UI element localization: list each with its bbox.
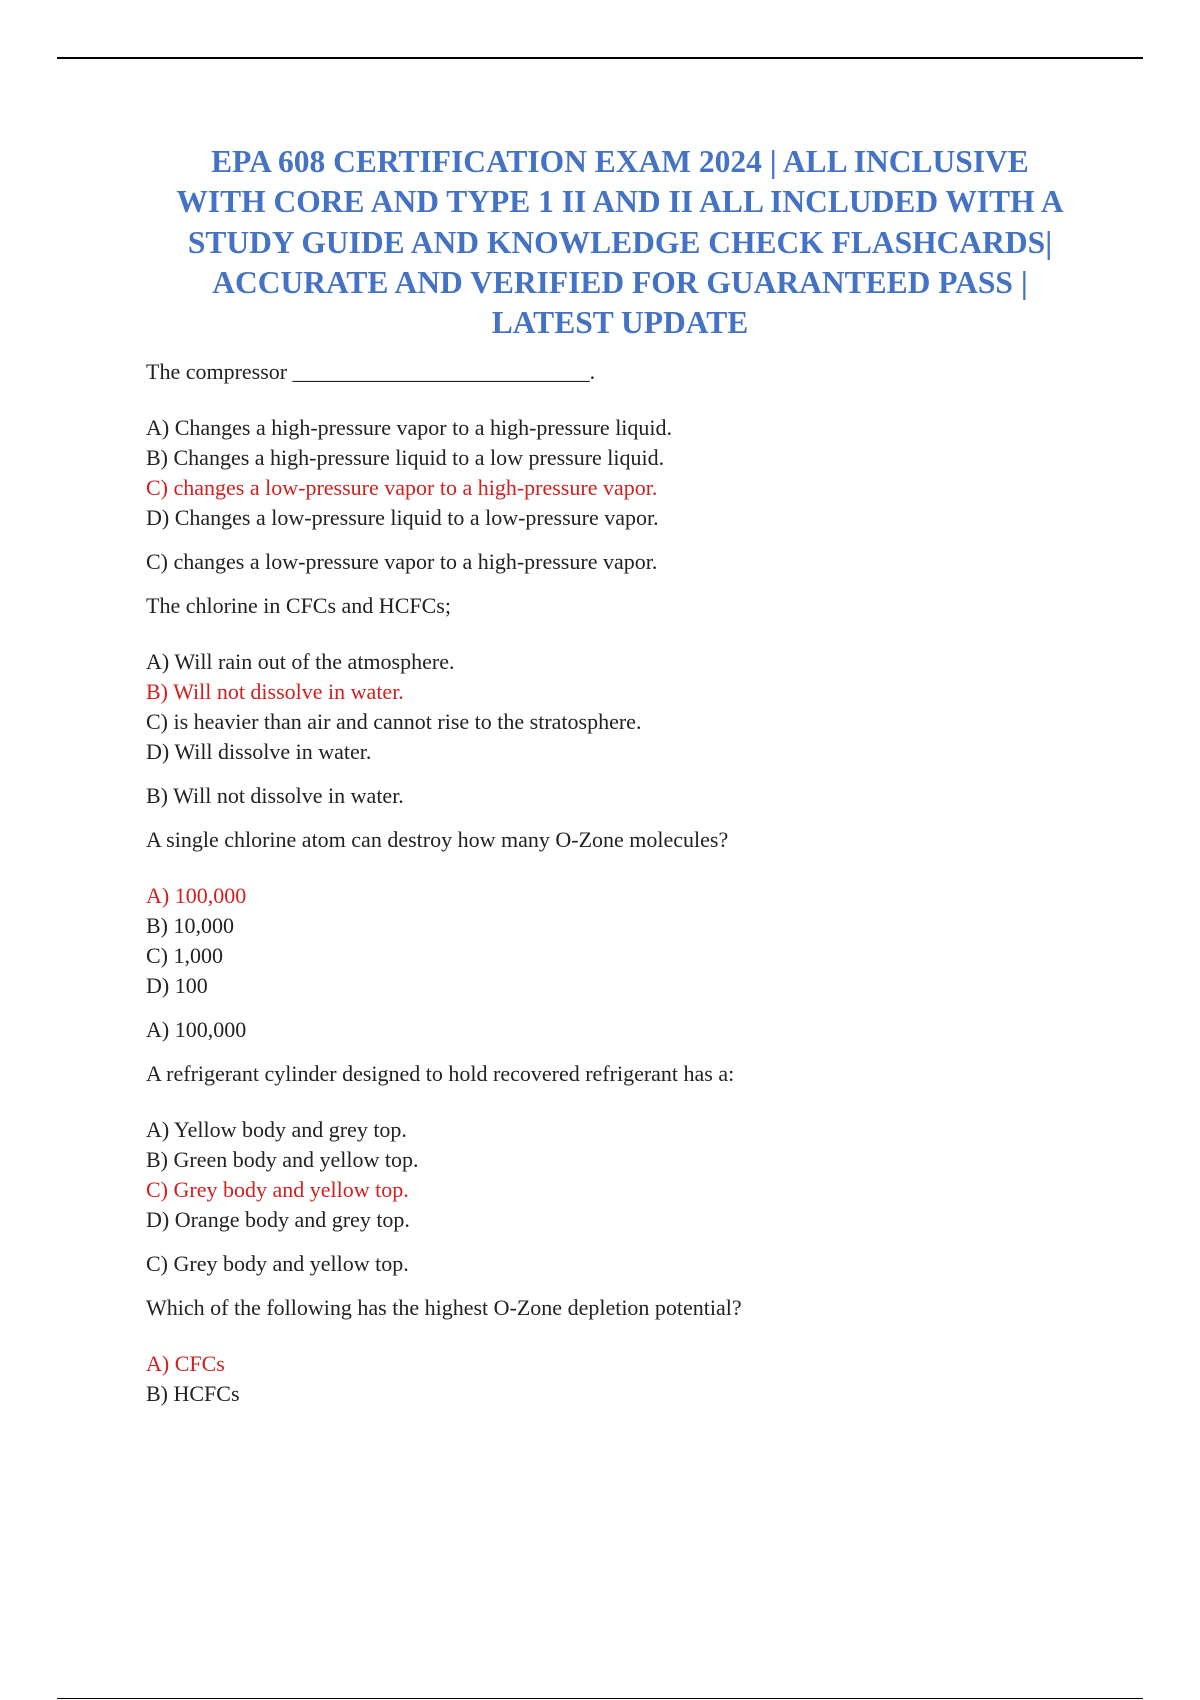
- question-text: The chlorine in CFCs and HCFCs;: [146, 593, 451, 618]
- option-b-correct: B) Will not dissolve in water.: [146, 679, 404, 704]
- question-text: The compressor ___________________________.: [146, 359, 596, 384]
- option-d: D) Will dissolve in water.: [146, 739, 372, 764]
- option-a: A) Changes a high-pressure vapor to a high-pressure liquid.: [146, 415, 673, 440]
- option-d: D) 100: [146, 973, 208, 998]
- question-text: A single chlorine atom can destroy how many O-Zone molecules?: [146, 827, 729, 852]
- option-list: [146, 413, 1106, 533]
- option-c: C) is heavier than air and cannot rise to the stratosphere.: [146, 709, 642, 734]
- answer: B) Will not dissolve in water.: [146, 783, 404, 808]
- option-c-correct: C) Grey body and yellow top.: [146, 1177, 409, 1202]
- title-line: WITH CORE AND TYPE 1 II AND II ALL INCLUDED WITH A: [176, 184, 1064, 220]
- option-list: [146, 881, 1106, 1001]
- option-list: [146, 1115, 1106, 1235]
- option-list: [146, 1349, 1106, 1409]
- answer: C) Grey body and yellow top.: [146, 1251, 409, 1276]
- bottom-rule: [57, 1698, 1143, 1699]
- option-a-correct: A) CFCs: [146, 1351, 225, 1376]
- option-a: A) Yellow body and grey top.: [146, 1117, 407, 1142]
- option-c: C) 1,000: [146, 943, 223, 968]
- option-d: D) Orange body and grey top.: [146, 1207, 410, 1232]
- option-b: B) Changes a high-pressure liquid to a low pressure liquid.: [146, 445, 665, 470]
- title-line: ACCURATE AND VERIFIED FOR GUARANTEED PASS |: [212, 264, 1028, 300]
- option-a-correct: A) 100,000: [146, 883, 247, 908]
- option-a: A) Will rain out of the atmosphere.: [146, 649, 455, 674]
- document-title: [140, 142, 1100, 343]
- question-text: Which of the following has the highest O-Zone depletion potential?: [146, 1295, 742, 1320]
- top-rule: [57, 57, 1143, 59]
- title-line: STUDY GUIDE AND KNOWLEDGE CHECK FLASHCARDS|: [187, 224, 1053, 260]
- question-list: [146, 357, 1106, 1409]
- answer: A) 100,000: [146, 1017, 247, 1042]
- question-text: A refrigerant cylinder designed to hold recovered refrigerant has a:: [146, 1061, 735, 1086]
- option-b: B) Green body and yellow top.: [146, 1147, 419, 1172]
- title-line: EPA 608 CERTIFICATION EXAM 2024 | ALL INCLUSIVE: [211, 144, 1029, 179]
- option-list: [146, 647, 1106, 767]
- option-b: B) 10,000: [146, 913, 234, 938]
- answer: C) changes a low-pressure vapor to a high-pressure vapor.: [146, 549, 658, 574]
- option-c-correct: C) changes a low-pressure vapor to a high-pressure vapor.: [146, 475, 658, 500]
- title-line: LATEST UPDATE: [491, 305, 749, 341]
- option-d: D) Changes a low-pressure liquid to a low-pressure vapor.: [146, 505, 659, 530]
- option-b: B) HCFCs: [146, 1381, 240, 1406]
